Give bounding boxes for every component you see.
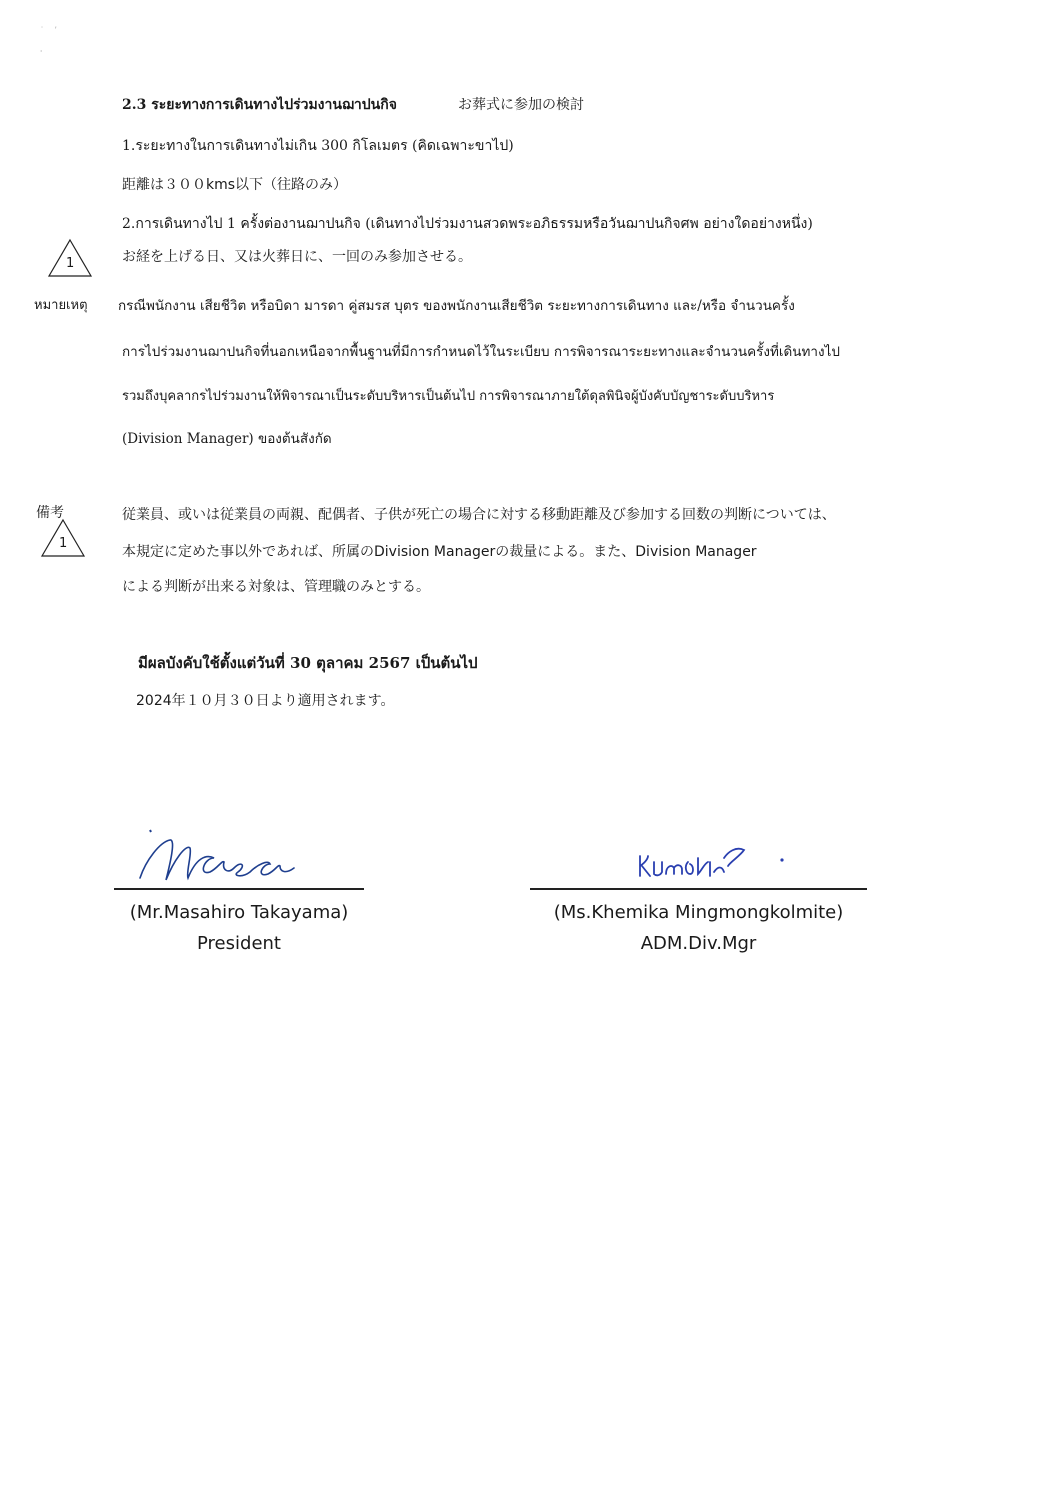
note-thai-line4: (Division Manager) ของต้นสังกัด <box>122 431 332 447</box>
note-jp-line1: 従業員、或いは従業員の両親、配偶者、子供が死亡の場合に対する移動距離及び参加する回数の判断については、 <box>122 507 836 523</box>
note-thai-line3: รวมถึงบุคลากรไปร่วมงานให้พิจารณาเป็นระดับบริหารเป็นต้นไป การพิจารณาภายใต้ดุลพินิจผู้บังคับบัญชาระดับบริหาร <box>122 389 775 404</box>
revision-number: 1 <box>66 256 75 271</box>
revision-triangle-icon <box>47 238 93 278</box>
note-jp-line2: 本規定に定めた事以外であれば、所属のDivision Managerの裁量による。また、Division Manager <box>122 544 757 560</box>
effective-thai: มีผลบังคับใช้ตั้งแต่วันที่ 30 ตุลาคม 2567 เป็นต้นไป <box>138 654 478 672</box>
note-label-thai: หมายเหตุ <box>34 298 88 313</box>
signature-right <box>632 836 792 890</box>
signer-right-title: ADM.Div.Mgr <box>640 933 757 954</box>
scan-specks: ˙ ʼ ˌ <box>40 26 57 53</box>
item2-thai: 2.การเดินทางไป 1 ครั้งต่องานฌาปนกิจ (เดินทางไปร่วมงานสวดพระอภิธรรมหรือวันฌาปนกิจศพ อย่างใดอย่างหนึ่ง) <box>122 216 813 232</box>
note-label-jp: 備考 <box>36 505 64 521</box>
section-heading-thai: 2.3 ระยะทางการเดินทางไปร่วมงานฌาปนกิจ <box>122 97 397 113</box>
signature-line-left <box>114 888 364 890</box>
note-jp-line3: による判断が出来る対象は、管理職のみとする。 <box>122 579 430 595</box>
signature-line-right <box>530 888 867 890</box>
item1-thai: 1.ระยะทางในการเดินทางไม่เกิน 300 กิโลเมตร (คิดเฉพาะขาไป) <box>122 138 514 154</box>
revision-triangle-icon <box>40 518 86 558</box>
note-thai-line2: การไปร่วมงานฌาปนกิจที่นอกเหนือจากพื้นฐานที่มีการกำหนดไว้ในระเบียบ การพิจารณาระยะทางและจำนวนครั้งที่เดินทางไป <box>122 344 840 360</box>
signer-right-name: (Ms.Khemika Mingmongkolmite) <box>553 902 844 923</box>
item1-jp: 距離は３００kms以下（往路のみ） <box>122 177 348 193</box>
revision-number: 1 <box>59 536 68 551</box>
signature-left <box>130 824 320 892</box>
note-thai-line1: กรณีพนักงาน เสียชีวิต หรือบิดา มารดา คู่สมรส บุตร ของพนักงานเสียชีวิต ระยะทางการเดินทาง และ/หรือ จำนวนครั้ง <box>118 298 795 314</box>
item2-jp: お経を上げる日、又は火葬日に、一回のみ参加させる。 <box>122 249 472 265</box>
section-heading-jp: お葬式に参加の検討 <box>458 97 584 113</box>
effective-jp: 2024年１０月３０日より適用されます。 <box>136 693 395 709</box>
signer-left-name: (Mr.Masahiro Takayama) <box>129 902 349 923</box>
signer-left-title: President <box>197 933 281 954</box>
